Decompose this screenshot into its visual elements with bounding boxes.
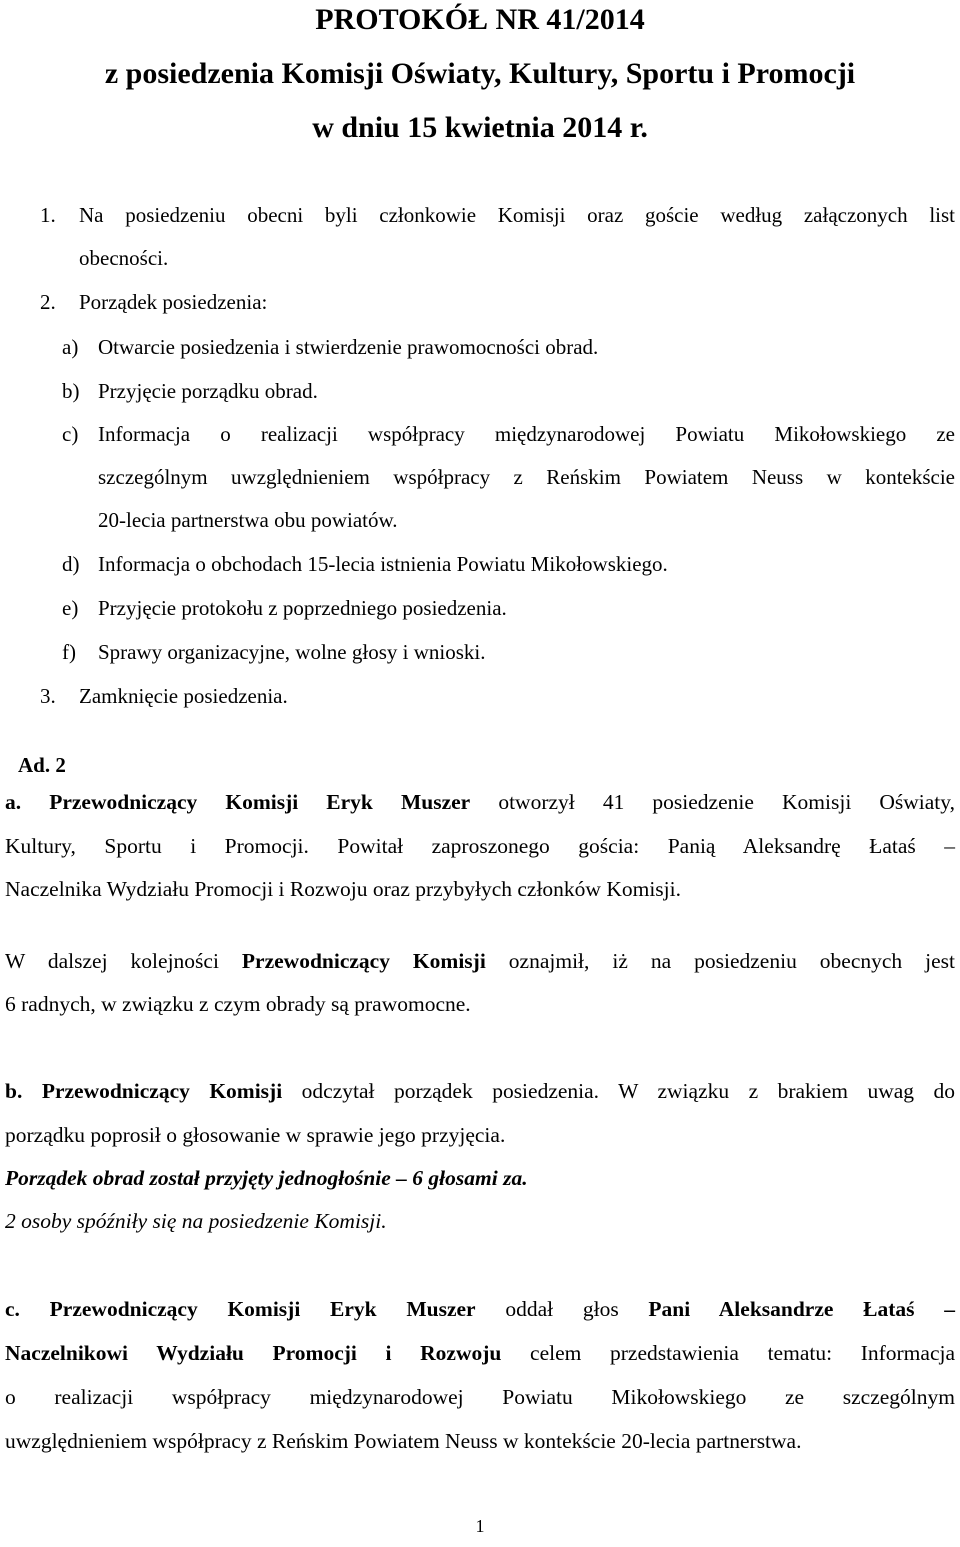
late-note xyxy=(5,1208,955,1234)
sublist-label-c: c) xyxy=(62,422,79,446)
late-note-text: 2 osoby spóźniły się na posiedzenie Komisji. xyxy=(5,1209,387,1233)
paragraph-b-line-2: porządku poprosił o głosowanie w sprawie jego przyjęcia. xyxy=(5,1123,506,1147)
vote-result: Porządek obrad został przyjęty jednogłośnie – 6 głosami za. xyxy=(5,1166,528,1190)
sublist-label-d: d) xyxy=(62,552,80,576)
sublist-item-c-line-3: 20-lecia partnerstwa obu powiatów. xyxy=(98,508,398,532)
paragraph-b-line-1 xyxy=(5,1078,955,1104)
sublist-item-b: Przyjęcie porządku obrad. xyxy=(98,379,318,403)
paragraph-c-line-1 xyxy=(5,1296,955,1322)
sublist-label-b: b) xyxy=(62,379,80,403)
paragraph-c-guest-role: Naczelnikowi Wydziału Promocji i Rozwoju xyxy=(5,1341,502,1365)
sublist-item-f: Sprawy organizacyjne, wolne głosy i wnioski. xyxy=(98,640,486,664)
sublist-item-d: Informacja o obchodach 15-lecia istnienia Powiatu Mikołowskiego. xyxy=(98,552,668,576)
paragraph-b-text: odczytał porządek posiedzenia. W związku z brakiem uwag do xyxy=(301,1079,956,1103)
chairman-name: Przewodniczący Komisji Eryk Muszer xyxy=(49,790,471,814)
quorum-text-1: W dalszej kolejności xyxy=(5,949,219,973)
document-title: PROTOKÓŁ NR 41/2014 xyxy=(315,3,645,36)
list-item-1-line-2: obecności. xyxy=(79,246,169,270)
paragraph-a-line-2: Kultury, Sportu i Promocji. Powitał zaproszonego gościa: Panią Aleksandrę Łataś – xyxy=(5,834,955,858)
sublist-item-c-line-1: Informacja o realizacji współpracy międzynarodowej Powiatu Mikołowskiego ze xyxy=(98,422,955,446)
paragraph-a-line-1 xyxy=(5,789,955,815)
quorum-line-1 xyxy=(5,948,955,974)
page-number: 1 xyxy=(475,1516,485,1536)
quorum-line-2: 6 radnych, w związku z czym obrady są prawomocne. xyxy=(5,992,471,1016)
paragraph-b-label: b. xyxy=(5,1079,23,1103)
list-number-3: 3. xyxy=(40,684,56,708)
section-heading-ad2 xyxy=(18,752,66,778)
paragraph-a-label: a. xyxy=(5,790,22,814)
paragraph-a-text: otworzył 41 posiedzenie Komisji Oświaty, xyxy=(498,790,956,814)
paragraph-c-chairman: Przewodniczący Komisji Eryk Muszer xyxy=(49,1297,476,1321)
document-date: w dniu 15 kwietnia 2014 r. xyxy=(312,111,648,144)
list-number-2: 2. xyxy=(40,290,56,314)
paragraph-c-text-2: celem przedstawienia tematu: Informacja xyxy=(530,1341,956,1365)
list-item-2: Porządek posiedzenia: xyxy=(79,290,268,314)
paragraph-c-line-4: uwzględnieniem współpracy z Reńskim Powiatem Neuss w kontekście 20-lecia partnerstwa. xyxy=(5,1429,802,1453)
list-item-1-line-1: Na posiedzeniu obecni byli członkowie Komisji oraz goście według załączonych list xyxy=(79,203,955,227)
paragraph-a-line-3: Naczelnika Wydziału Promocji i Rozwoju oraz przybyłych członków Komisji. xyxy=(5,877,681,901)
paragraph-c-label: c. xyxy=(5,1297,20,1321)
paragraph-c-line-3: o realizacji współpracy międzynarodowej Powiatu Mikołowskiego ze szczególnym xyxy=(5,1385,955,1409)
section-heading-ad2-text: Ad. 2 xyxy=(18,753,66,777)
sublist-label-f: f) xyxy=(62,640,76,664)
paragraph-c-line-2 xyxy=(5,1340,955,1366)
paragraph-c-guest: Pani Aleksandrze Łataś – xyxy=(648,1297,956,1321)
sublist-item-c-line-2: szczególnym uwzględnieniem współpracy z Reńskim Powiatem Neuss w kontekście xyxy=(98,465,955,489)
sublist-item-a: Otwarcie posiedzenia i stwierdzenie prawomocności obrad. xyxy=(98,335,599,359)
list-number-1: 1. xyxy=(40,203,56,227)
paragraph-b-chairman: Przewodniczący Komisji xyxy=(41,1079,283,1103)
paragraph-c-text-1: oddał głos xyxy=(505,1297,619,1321)
quorum-text-2: oznajmił, iż na posiedzeniu obecnych jest xyxy=(508,949,956,973)
sublist-label-e: e) xyxy=(62,596,79,620)
sublist-label-a: a) xyxy=(62,335,79,359)
sublist-item-e: Przyjęcie protokołu z poprzedniego posiedzenia. xyxy=(98,596,507,620)
quorum-chairman: Przewodniczący Komisji xyxy=(241,949,486,973)
list-item-3: Zamknięcie posiedzenia. xyxy=(79,684,288,708)
document-subtitle: z posiedzenia Komisji Oświaty, Kultury, Sportu i Promocji xyxy=(104,57,856,90)
